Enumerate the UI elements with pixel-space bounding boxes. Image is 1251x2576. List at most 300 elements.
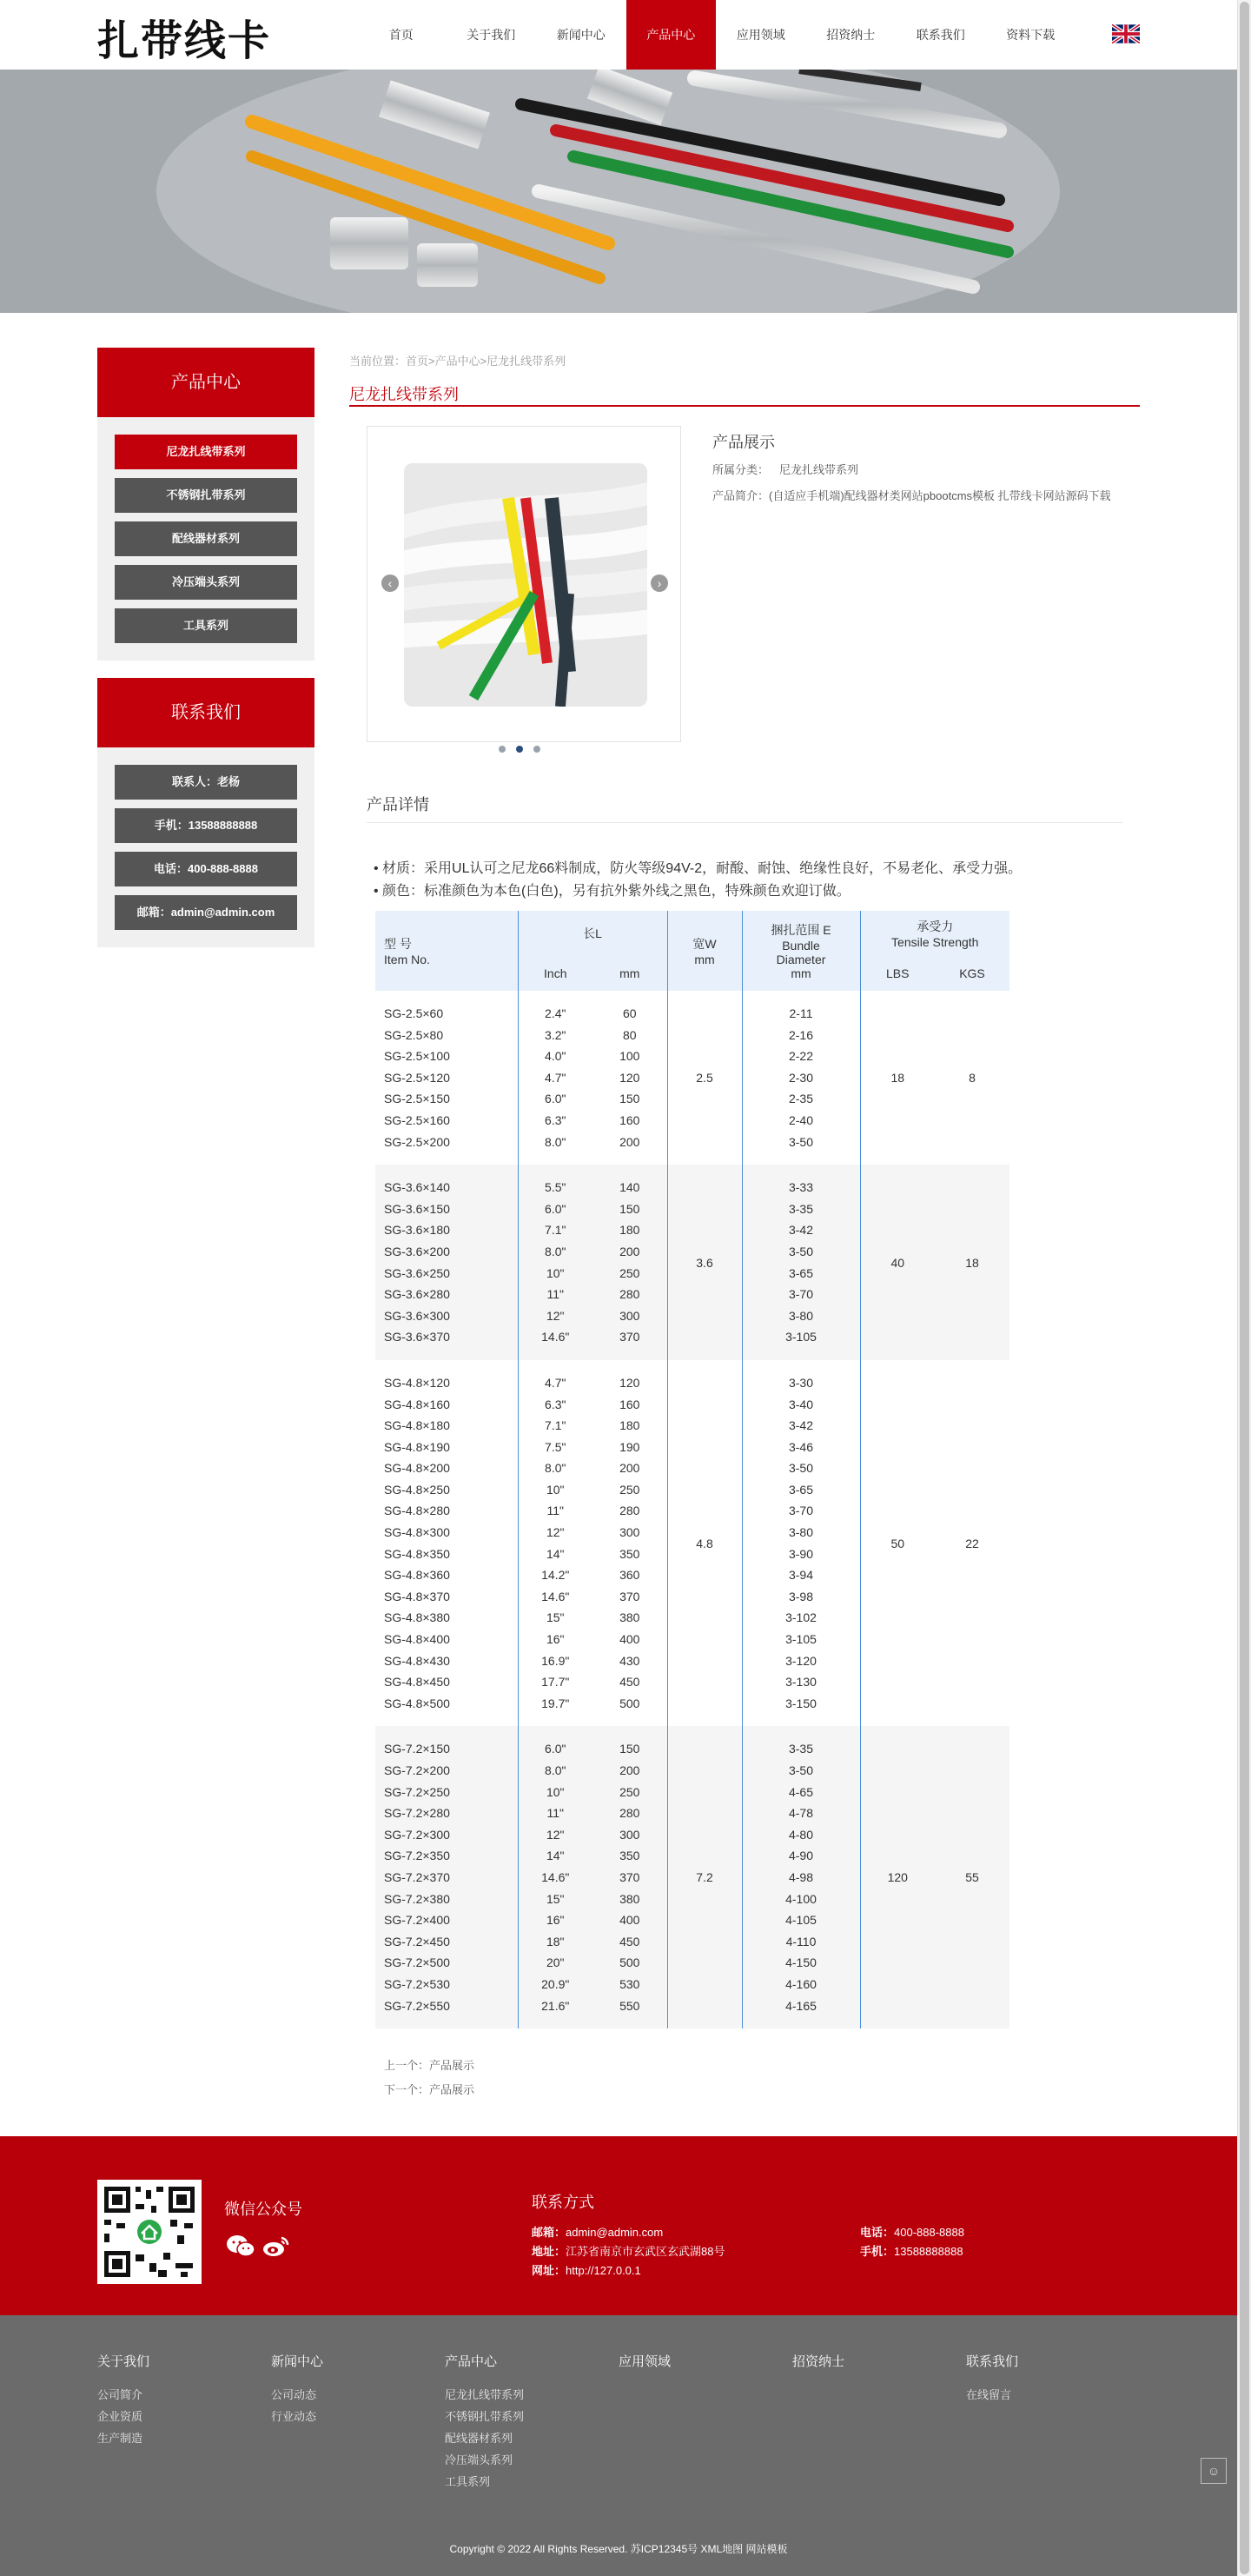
- footer-link[interactable]: 行业动态: [271, 2410, 317, 2423]
- item-cell-line: SG-4.8×190: [384, 1439, 450, 1454]
- mm-cell-line: 250: [619, 1784, 640, 1799]
- bundle-header-cn: 捆扎范围 E: [771, 923, 831, 937]
- product-gallery: [367, 426, 681, 742]
- tensile-header-en: Tensile Strength: [891, 935, 979, 949]
- col-header-kgs: KGS: [935, 956, 1009, 991]
- mm-cell-line: 120: [619, 1070, 640, 1085]
- col-header-bundle: [742, 911, 860, 991]
- mm-cell: [592, 1726, 667, 2028]
- spec-group-row: [375, 1360, 1009, 1727]
- item-cell-line: SG-4.8×380: [384, 1610, 450, 1625]
- color-bullet: • 颜色：标准颜色为本色(白色)，另有抗外紫外线之黑色，特殊颜色欢迎订做。: [374, 884, 851, 899]
- item-cell-line: SG-4.8×450: [384, 1675, 450, 1690]
- bundle-cell-line: 3-50: [788, 1461, 814, 1476]
- mm-cell-line: 300: [619, 1308, 640, 1323]
- width-cell: [667, 1360, 742, 1727]
- bundle-cell: [742, 1726, 860, 2028]
- breadcrumb[interactable]: 当前位置：首页>产品中心>尼龙扎线带系列: [349, 355, 566, 368]
- copyright: Copyright © 2022 All Rights Reserved. 苏ICP12345号 XML地图 网站模板: [449, 2543, 788, 2555]
- page-title: 尼龙扎线带系列: [349, 386, 459, 403]
- bundle-cell-line: 3-65: [788, 1482, 814, 1497]
- mm-cell-line: 160: [619, 1112, 640, 1127]
- bundle-header-en1: Bundle: [782, 939, 820, 953]
- gallery-pagination: [499, 746, 540, 753]
- item-cell-line: SG-4.8×500: [384, 1696, 450, 1710]
- footer-col-title[interactable]: 关于我们: [97, 2354, 150, 2369]
- category-value: 尼龙扎线带系列: [779, 463, 859, 476]
- bundle-cell: [742, 1360, 860, 1727]
- sidebar-contact-box: [97, 747, 314, 947]
- next-link[interactable]: 下一个：产品展示: [384, 2083, 475, 2096]
- item-cell-line: SG-4.8×120: [384, 1375, 450, 1390]
- item-cell-line: SG-2.5×60: [384, 1006, 444, 1020]
- inch-cell-line: 10": [546, 1784, 565, 1799]
- col-header-lbs: LBS: [860, 956, 935, 991]
- gallery-next-arrow[interactable]: ›: [651, 574, 668, 592]
- inch-cell-line: 14.6": [541, 1330, 570, 1344]
- bundle-cell-line: 3-50: [788, 1134, 814, 1149]
- nav-item-about[interactable]: 关于我们: [467, 28, 516, 42]
- mm-cell: [592, 1360, 667, 1727]
- item-cell-line: SG-7.2×200: [384, 1763, 450, 1777]
- bundle-cell: [742, 1165, 860, 1360]
- footer-contact-title: 联系方式: [532, 2194, 594, 2211]
- bundle-cell-line: 2-16: [788, 1027, 814, 1042]
- item-cell-line: SG-7.2×380: [384, 1891, 450, 1906]
- mm-cell-line: 370: [619, 1869, 640, 1884]
- mm-cell-line: 180: [619, 1223, 640, 1238]
- item-cell: [375, 1726, 518, 2028]
- inch-cell-line: 20": [546, 1955, 565, 1970]
- item-cell-line: SG-7.2×300: [384, 1827, 450, 1842]
- mm-cell-line: 370: [619, 1330, 640, 1344]
- item-cell-line: SG-3.6×150: [384, 1201, 450, 1216]
- footer-col-title[interactable]: 产品中心: [445, 2354, 498, 2369]
- gallery-dot-1[interactable]: [499, 746, 506, 753]
- bundle-cell-line: 4-105: [785, 1913, 817, 1928]
- bundle-cell-line: 3-150: [785, 1696, 817, 1710]
- inch-cell: [518, 991, 592, 1165]
- footer-col-news: [271, 2352, 323, 2427]
- bundle-cell-line: 3-50: [788, 1244, 814, 1258]
- footer-col-products: [445, 2352, 524, 2493]
- mm-cell-line: 380: [619, 1610, 640, 1625]
- mm-cell-line: 500: [619, 1696, 640, 1710]
- item-cell-line: SG-7.2×280: [384, 1806, 450, 1821]
- bundle-cell-line: 3-50: [788, 1763, 814, 1777]
- bundle-cell-line: 3-35: [788, 1742, 814, 1756]
- bundle-cell-line: 3-102: [785, 1610, 817, 1625]
- bundle-header-en2: Diameter: [776, 953, 826, 966]
- mm-cell-line: 200: [619, 1763, 640, 1777]
- footer-link[interactable]: 公司动态: [271, 2388, 317, 2401]
- mm-cell-line: 60: [622, 1006, 637, 1020]
- kgs-cell-value: 8: [969, 1071, 976, 1086]
- mm-cell-line: 350: [619, 1849, 640, 1863]
- item-cell: [375, 1360, 518, 1727]
- footer-url-value[interactable]: http://127.0.0.1: [566, 2264, 641, 2277]
- item-cell-line: SG-7.2×400: [384, 1913, 450, 1928]
- footer-address: [532, 2242, 725, 2259]
- bundle-cell-line: 2-22: [788, 1049, 814, 1064]
- mm-cell-line: 150: [619, 1201, 640, 1216]
- footer-col-about: [97, 2352, 149, 2449]
- item-header-cn: 型 号: [384, 937, 412, 951]
- mm-cell-line: 450: [619, 1934, 640, 1949]
- footer-address-label: 地址：: [532, 2245, 566, 2258]
- kgs-cell: [935, 1165, 1009, 1360]
- width-header-cn: 宽W: [692, 937, 717, 951]
- bundle-cell-line: 3-90: [788, 1546, 814, 1561]
- mm-cell-line: 350: [619, 1546, 640, 1561]
- contact-phone: 电话：400-888-8888: [115, 852, 297, 886]
- item-cell-line: SG-4.8×250: [384, 1482, 450, 1497]
- sidebar-contact-title: 联系我们: [97, 678, 314, 747]
- contact-email: 邮箱：admin@admin.com: [115, 895, 297, 930]
- detail-heading: 产品详情: [367, 796, 429, 813]
- inch-cell: [518, 1360, 592, 1727]
- footer-link[interactable]: 冷压端头系列: [445, 2453, 513, 2466]
- width-cell: [667, 1726, 742, 2028]
- bundle-cell-line: 4-80: [788, 1827, 814, 1842]
- mm-cell-line: 400: [619, 1913, 640, 1928]
- gallery-dot-3[interactable]: [533, 746, 540, 753]
- footer-url-label: 网址：: [532, 2264, 566, 2277]
- width-header-unit: mm: [694, 953, 715, 966]
- nav-item-products[interactable]: 产品中心: [626, 0, 717, 70]
- item-cell-line: SG-4.8×360: [384, 1568, 450, 1583]
- sidebar-item-tools[interactable]: 工具系列: [115, 608, 297, 643]
- inch-cell-line: 8.0": [545, 1461, 566, 1476]
- bundle-cell-line: 4-100: [785, 1891, 817, 1906]
- inch-cell-line: 3.2": [545, 1027, 566, 1042]
- inch-cell-line: 8.0": [545, 1134, 566, 1149]
- mm-cell-line: 250: [619, 1482, 640, 1497]
- spec-table-body: [375, 991, 1009, 2028]
- footer-links: [0, 2315, 1237, 2576]
- tensile-header-cn: 承受力: [917, 920, 954, 933]
- inch-cell-line: 15": [546, 1610, 565, 1625]
- sidebar-item-nylon-ties[interactable]: 尼龙扎线带系列: [115, 435, 297, 469]
- col-header-length: 长L: [518, 911, 667, 956]
- mm-cell-line: 150: [619, 1092, 640, 1106]
- wechat-icon[interactable]: [226, 2234, 255, 2264]
- qr-code-image: [97, 2180, 202, 2284]
- product-heading: 产品展示: [712, 434, 775, 451]
- bundle-cell-line: 2-35: [788, 1092, 814, 1106]
- mm-cell-line: 280: [619, 1806, 640, 1821]
- inch-cell-line: 16": [546, 1632, 565, 1647]
- mm-cell-line: 380: [619, 1891, 640, 1906]
- footer-col-title[interactable]: 招资纳士: [792, 2354, 845, 2369]
- lbs-cell-value: 50: [890, 1536, 905, 1550]
- mm-cell-line: 370: [619, 1589, 640, 1603]
- footer-col-title[interactable]: 应用领域: [619, 2354, 672, 2369]
- footer-link[interactable]: 不锈钢扎带系列: [445, 2410, 525, 2423]
- nav-item-applications[interactable]: 应用领域: [736, 28, 785, 42]
- sidebar-item-crimp-terminals[interactable]: 冷压端头系列: [115, 565, 297, 600]
- footer-col-contact: [966, 2352, 1018, 2406]
- item-cell-line: SG-2.5×200: [384, 1134, 450, 1149]
- nav-item-downloads[interactable]: 资料下载: [1006, 28, 1056, 42]
- main-nav: [356, 0, 1076, 70]
- lbs-cell-value: 40: [890, 1255, 905, 1270]
- inch-cell-line: 4.0": [545, 1049, 566, 1064]
- site-logo[interactable]: 扎带线卡: [97, 17, 272, 65]
- item-cell-line: SG-4.8×200: [384, 1461, 450, 1476]
- bundle-cell-line: 4-110: [785, 1934, 817, 1949]
- bundle-cell-line: 2-11: [789, 1006, 813, 1020]
- footer-mobile-label: 手机：: [860, 2245, 895, 2258]
- lbs-cell: [860, 1726, 935, 2028]
- banner-image: [0, 70, 1237, 313]
- mm-cell-line: 450: [619, 1675, 640, 1690]
- product-category: [712, 461, 858, 477]
- item-cell-line: SG-3.6×300: [384, 1308, 450, 1323]
- inch-cell: [518, 1726, 592, 2028]
- footer-col-recruitment: [792, 2352, 844, 2384]
- footer-email: [532, 2223, 663, 2240]
- inch-cell-line: 16": [546, 1913, 565, 1928]
- gallery-prev-arrow[interactable]: ‹: [381, 574, 399, 592]
- item-cell-line: SG-4.8×430: [384, 1653, 450, 1668]
- uk-flag-icon[interactable]: [1112, 24, 1140, 43]
- col-header-width: [667, 911, 742, 991]
- inch-cell-line: 18": [546, 1934, 565, 1949]
- width-cell: [667, 1165, 742, 1360]
- spec-group-row: [375, 1726, 1009, 2028]
- mm-cell-line: 300: [619, 1827, 640, 1842]
- inch-cell-line: 8.0": [545, 1763, 566, 1777]
- bundle-cell-line: 4-165: [785, 1998, 817, 2013]
- mm-cell: [592, 991, 667, 1165]
- wechat-label: 微信公众号: [224, 2201, 302, 2218]
- bundle-cell-line: 3-30: [788, 1375, 814, 1390]
- scrollbar-thumb[interactable]: [1240, 2, 1249, 2574]
- bundle-cell-line: 4-98: [788, 1869, 814, 1884]
- item-cell-line: SG-4.8×400: [384, 1632, 450, 1647]
- mm-cell-line: 190: [619, 1439, 640, 1454]
- mm-cell-line: 150: [619, 1742, 640, 1756]
- mm-cell-line: 140: [619, 1180, 640, 1195]
- kgs-cell: [935, 1360, 1009, 1727]
- prev-link[interactable]: 上一个：产品展示: [384, 2059, 475, 2072]
- inch-cell-line: 11": [546, 1287, 564, 1302]
- bundle-cell-line: 4-65: [788, 1784, 814, 1799]
- inch-cell-line: 7.5": [545, 1439, 566, 1454]
- footer-email-value[interactable]: admin@admin.com: [566, 2226, 664, 2239]
- mm-cell-line: 280: [619, 1504, 640, 1518]
- inch-cell-line: 6.0": [545, 1742, 566, 1756]
- bundle-cell-line: 3-70: [788, 1504, 814, 1518]
- footer-address-value: 江苏省南京市玄武区玄武湖88号: [566, 2245, 725, 2258]
- footer-url: [532, 2261, 641, 2278]
- gallery-dot-2[interactable]: [516, 746, 523, 753]
- footer-col-title[interactable]: 联系我们: [966, 2354, 1019, 2369]
- page-scrollbar[interactable]: [1237, 0, 1251, 2576]
- spec-group-row: [375, 991, 1009, 1165]
- inch-cell-line: 15": [546, 1891, 565, 1906]
- inch-cell-line: 10": [546, 1265, 565, 1280]
- sidebar-products-box: [97, 417, 314, 661]
- mm-cell-line: 280: [619, 1287, 640, 1302]
- width-cell: [667, 991, 742, 1165]
- bundle-cell-line: 3-98: [788, 1589, 814, 1603]
- bundle-cell-line: 4-90: [788, 1849, 814, 1863]
- item-cell: [375, 991, 518, 1165]
- col-header-tensile: [860, 911, 1009, 956]
- inch-cell-line: 12": [546, 1827, 565, 1842]
- inch-cell-line: 14.6": [541, 1589, 570, 1603]
- inch-cell-line: 7.1": [545, 1418, 566, 1433]
- title-divider: [349, 405, 1140, 407]
- nav-item-news[interactable]: 新闻中心: [556, 28, 606, 42]
- bundle-cell-line: 4-160: [785, 1976, 817, 1991]
- col-header-item: [375, 911, 518, 991]
- inch-cell-line: 8.0": [545, 1244, 566, 1258]
- footer-link[interactable]: 在线留言: [966, 2388, 1012, 2401]
- lbs-cell: [860, 1360, 935, 1727]
- bundle-cell-line: 3-130: [785, 1675, 817, 1690]
- mm-cell-line: 360: [619, 1568, 640, 1583]
- cable-ties-illustration: [0, 70, 1237, 313]
- inch-cell-line: 6.0": [545, 1201, 566, 1216]
- contact-person: 联系人：老杨: [115, 765, 297, 800]
- nav-item-contact[interactable]: 联系我们: [916, 28, 965, 42]
- mm-cell-line: 530: [619, 1976, 640, 1991]
- inch-cell-line: 6.3": [545, 1397, 566, 1411]
- item-cell-line: SG-7.2×530: [384, 1976, 450, 1991]
- footer-phone: [860, 2223, 964, 2240]
- site-header: [0, 0, 1237, 70]
- inch-cell-line: 12": [546, 1308, 565, 1323]
- footer-link[interactable]: 工具系列: [445, 2475, 491, 2488]
- item-cell-line: SG-3.6×370: [384, 1330, 450, 1344]
- footer-link[interactable]: 生产制造: [97, 2432, 143, 2445]
- inch-cell-line: 14": [546, 1849, 565, 1863]
- bundle-cell: [742, 991, 860, 1165]
- sidebar-item-wiring-accessories[interactable]: 配线器材系列: [115, 521, 297, 556]
- footer-link[interactable]: 企业资质: [97, 2410, 143, 2423]
- lbs-cell-value: 18: [890, 1071, 905, 1086]
- weibo-icon[interactable]: [262, 2234, 290, 2264]
- mm-cell-line: 120: [619, 1375, 640, 1390]
- inch-cell-line: 10": [546, 1482, 565, 1497]
- mm-cell-line: 100: [619, 1049, 640, 1064]
- footer-mobile-value: 13588888888: [894, 2245, 963, 2258]
- item-cell-line: SG-7.2×250: [384, 1784, 450, 1799]
- mm-cell-line: 80: [622, 1027, 637, 1042]
- item-cell-line: SG-4.8×350: [384, 1546, 450, 1561]
- item-cell-line: SG-3.6×250: [384, 1265, 450, 1280]
- footer-link[interactable]: 公司简介: [97, 2388, 143, 2401]
- inch-cell-line: 11": [546, 1504, 564, 1518]
- mm-cell-line: 200: [619, 1461, 640, 1476]
- bundle-cell-line: 3-42: [788, 1223, 814, 1238]
- footer-link[interactable]: 配线器材系列: [445, 2432, 513, 2445]
- inch-cell-line: 14.2": [541, 1568, 570, 1583]
- inch-cell-line: 17.7": [541, 1675, 570, 1690]
- item-cell-line: SG-2.5×100: [384, 1049, 450, 1064]
- online-service-icon[interactable]: ☺: [1201, 2458, 1227, 2484]
- item-cell-line: SG-3.6×200: [384, 1244, 450, 1258]
- item-cell-line: SG-4.8×370: [384, 1589, 450, 1603]
- item-cell-line: SG-3.6×140: [384, 1180, 450, 1195]
- kgs-cell-value: 22: [965, 1536, 979, 1550]
- inch-cell-line: 4.7": [545, 1375, 566, 1390]
- bundle-cell-line: 3-65: [788, 1265, 814, 1280]
- contact-mobile: 手机：13588888888: [115, 808, 297, 843]
- material-bullet: • 材质：采用UL认可之尼龙66料制成，防火等级94V-2，耐酸、耐蚀、绝缘性良好，不易老化、承受力强。: [374, 861, 1023, 876]
- footer-phone-label: 电话：: [860, 2226, 895, 2239]
- bundle-cell-line: 3-70: [788, 1287, 814, 1302]
- mm-cell-line: 180: [619, 1418, 640, 1433]
- bundle-cell-line: 2-40: [788, 1112, 814, 1127]
- item-cell-line: SG-2.5×160: [384, 1112, 450, 1127]
- inch-cell-line: 5.5": [545, 1180, 566, 1195]
- bundle-cell-line: 3-42: [788, 1418, 814, 1433]
- item-cell-line: SG-2.5×80: [384, 1027, 444, 1042]
- inch-cell-line: 19.7": [541, 1696, 570, 1710]
- footer-mobile: [860, 2242, 963, 2259]
- footer-col-applications: [619, 2352, 671, 2384]
- footer-link[interactable]: 尼龙扎线带系列: [445, 2388, 525, 2401]
- product-intro: 产品简介：(自适应手机端)配线器材类网站pbootcms模板 扎带线卡网站源码下载: [712, 489, 1111, 502]
- mm-cell-line: 160: [619, 1397, 640, 1411]
- bundle-cell-line: 4-150: [785, 1955, 817, 1970]
- bundle-cell-line: 3-120: [785, 1653, 817, 1668]
- mm-cell-line: 250: [619, 1265, 640, 1280]
- bundle-cell-line: 3-94: [788, 1568, 814, 1583]
- lbs-cell-value: 120: [887, 1870, 908, 1885]
- inch-cell: [518, 1165, 592, 1360]
- width-cell-value: 3.6: [696, 1255, 713, 1270]
- mm-cell-line: 400: [619, 1632, 640, 1647]
- width-cell-value: 2.5: [696, 1071, 713, 1086]
- sidebar-item-steel-ties[interactable]: 不锈钢扎带系列: [115, 478, 297, 513]
- inch-cell-line: 16.9": [541, 1653, 570, 1668]
- item-cell-line: SG-2.5×120: [384, 1070, 450, 1085]
- item-cell-line: SG-2.5×150: [384, 1092, 450, 1106]
- spec-table: [375, 911, 1009, 2028]
- category-label: 所属分类：: [712, 463, 770, 476]
- bundle-cell-line: 3-46: [788, 1439, 814, 1454]
- nav-item-home[interactable]: 首页: [388, 28, 414, 42]
- item-header-en: Item No.: [384, 953, 430, 966]
- kgs-cell-value: 18: [965, 1255, 979, 1270]
- inch-cell-line: 21.6": [541, 1998, 570, 2013]
- footer-col-title[interactable]: 新闻中心: [271, 2354, 324, 2369]
- bundle-cell-line: 2-30: [788, 1070, 814, 1085]
- width-cell-value: 7.2: [696, 1870, 713, 1885]
- bundle-cell-line: 3-40: [788, 1397, 814, 1411]
- sidebar-products-title: 产品中心: [97, 348, 314, 417]
- inch-cell-line: 14.6": [541, 1869, 570, 1884]
- nav-item-recruitment[interactable]: 招资纳士: [826, 28, 876, 42]
- mm-cell-line: 500: [619, 1955, 640, 1970]
- item-cell-line: SG-3.6×280: [384, 1287, 450, 1302]
- width-cell-value: 4.8: [696, 1536, 713, 1550]
- lbs-cell: [860, 1165, 935, 1360]
- col-header-mm: mm: [592, 956, 667, 991]
- item-cell-line: SG-7.2×150: [384, 1742, 450, 1756]
- bundle-cell-line: 4-78: [788, 1806, 814, 1821]
- inch-cell-line: 4.7": [545, 1070, 566, 1085]
- bundle-cell-line: 3-105: [785, 1330, 817, 1344]
- kgs-cell: [935, 991, 1009, 1165]
- bundle-cell-line: 3-33: [788, 1180, 814, 1195]
- lbs-cell: [860, 991, 935, 1165]
